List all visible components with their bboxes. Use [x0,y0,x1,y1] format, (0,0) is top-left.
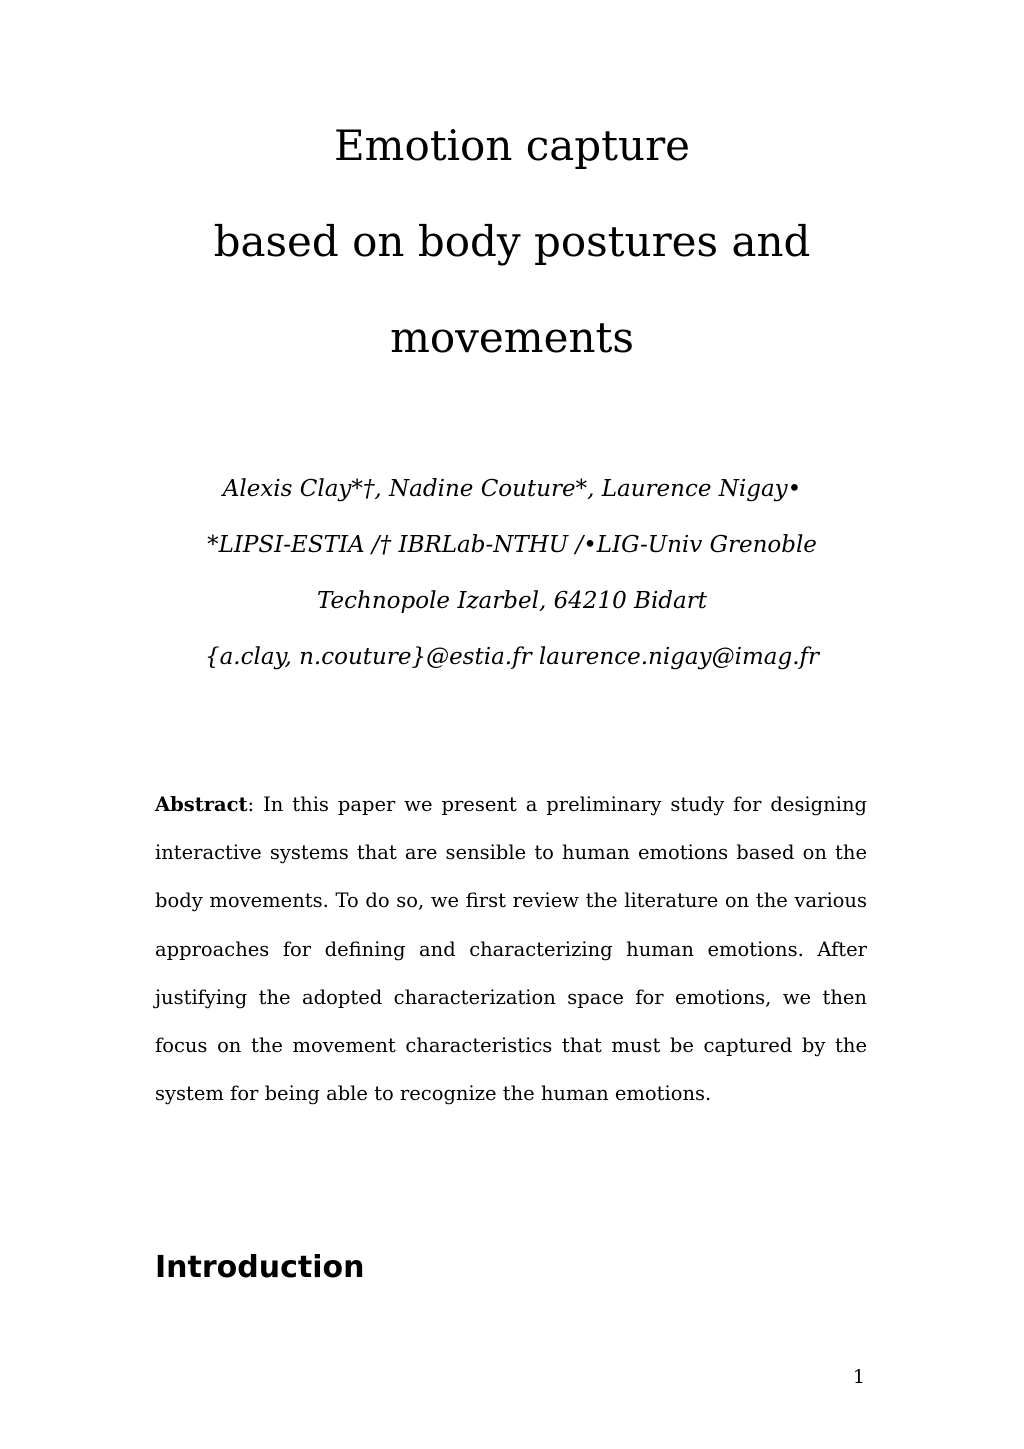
author-affiliations: *LIPSI-ESTIA /† IBRLab-NTHU /•LIG-Univ Grenoble [207,532,817,558]
author-names: Alexis Clay*†, Nadine Couture*, Laurence Nigay• [222,476,802,502]
page-number: 1 [852,1366,865,1388]
author-emails: {a.clay, n.couture}@estia.fr laurence.nigay@imag.fr [204,644,820,670]
paper-title-line-3: movements [390,313,634,362]
abstract-label: Abstract [155,793,248,816]
paper-title-line-2: based on body postures and [213,217,811,266]
abstract-text: In this paper we present a preliminary study for designing interactive systems that are sensible to human emotions based on the body movements. To do so, we first review the literature on the various approaches for defining and characterizing human emotions. After justifying the adopted characterization space for emotions, we then focus on the movement characteristics that must be captured by the system for being able to recognize the human emotions. [155,793,867,1106]
author-address: Technopole Izarbel, 64210 Bidart [316,588,707,614]
section-heading-introduction: Introduction [155,1250,365,1285]
paper-title-line-1: Emotion capture [333,121,691,170]
abstract-paragraph [155,781,867,1118]
abstract-separator: : [247,793,255,816]
